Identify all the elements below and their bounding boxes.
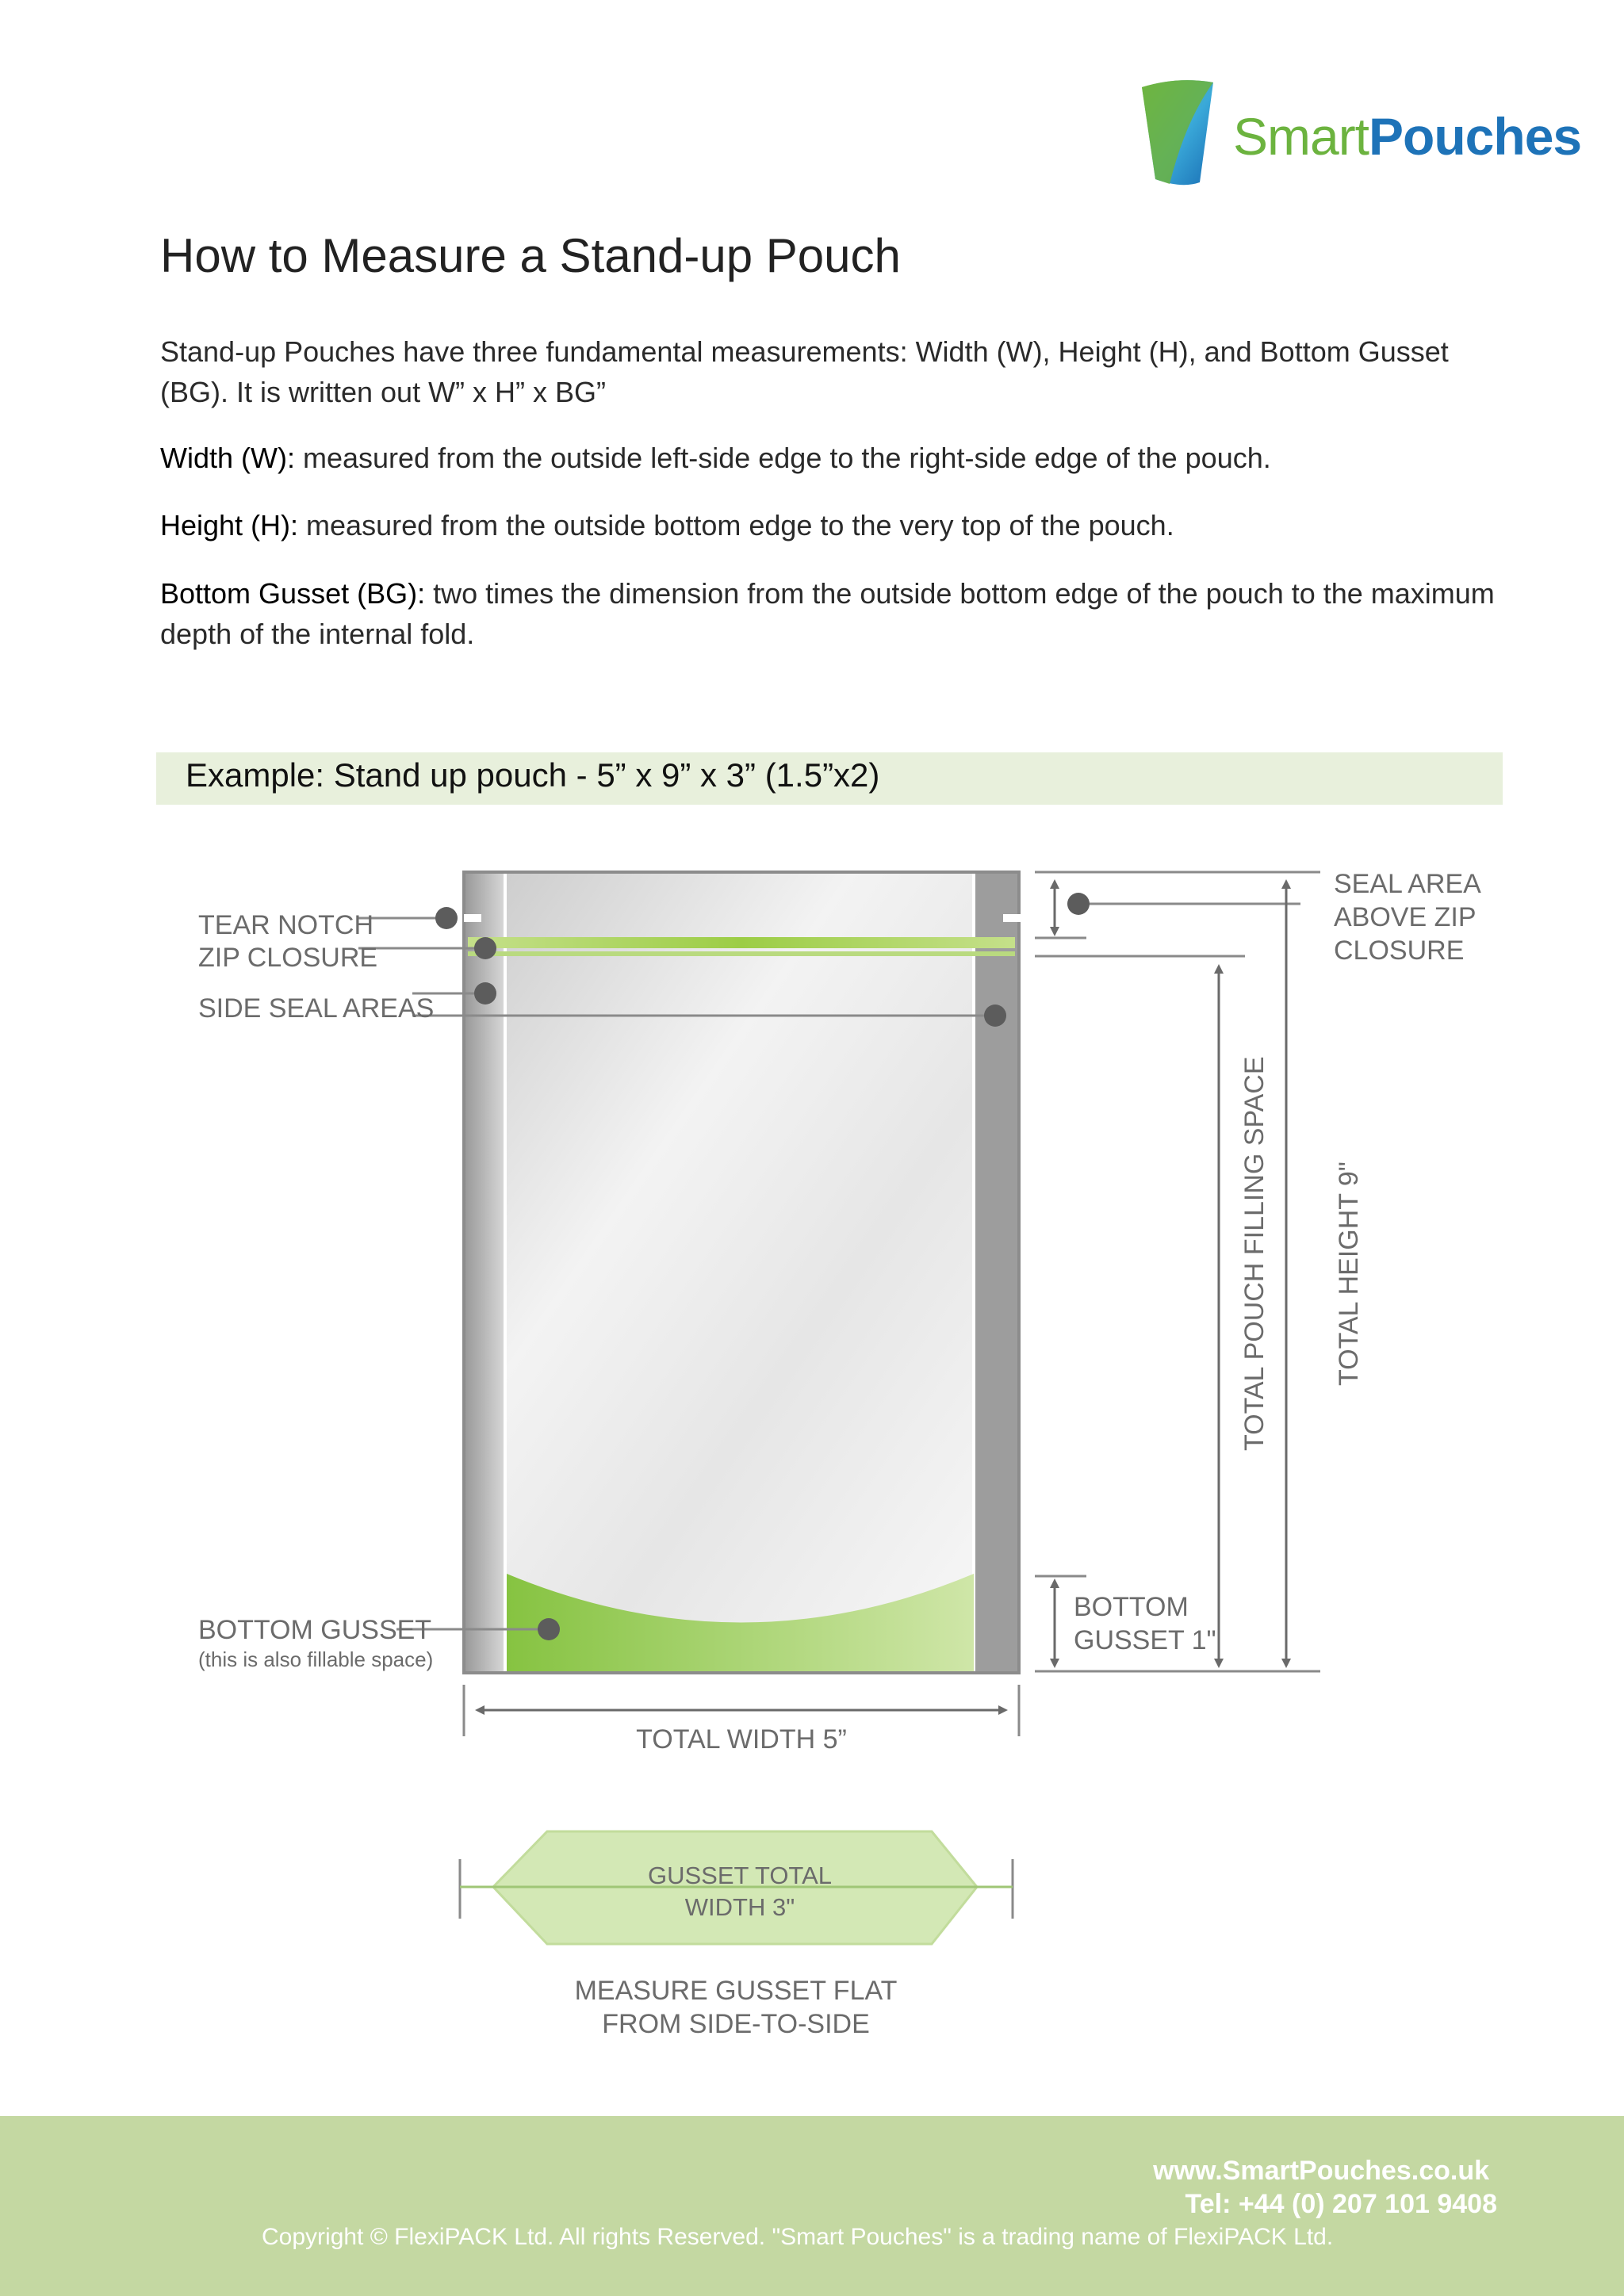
tear-notch-label: TEAR NOTCH [198,910,373,940]
zip-closure-label: ZIP CLOSURE [198,943,378,973]
height-term: Height (H): [160,509,299,541]
pouch-body [464,872,1021,1673]
bottom-gusset-note: (this is also fillable space) [198,1647,434,1671]
measure-flat-label-1: MEASURE GUSSET FLAT [574,1976,898,2006]
side-seal-dot-left [474,982,496,1004]
total-height-label: TOTAL HEIGHT 9" [1334,1161,1364,1386]
seal-area-label-3: CLOSURE [1334,936,1465,966]
zip-closure-strip [468,937,1015,948]
gusset-term: Bottom Gusset (BG): [160,577,426,610]
bottom-gusset-label: BOTTOM GUSSET [198,1615,432,1645]
footer [0,2116,1624,2296]
gusset-text: two times the dimension from the outside bottom edge of the pouch to the maximum depth of the internal fold. [160,577,1495,650]
tear-notch-dot [435,907,458,929]
copyright-text: Copyright © FlexiPACK Ltd. All rights Reserved. "Smart Pouches" is a trading name of FlexiPACK Ltd. [262,2224,1334,2250]
logo-pouches-text: Pouches [1369,107,1582,166]
bottom-gusset-dim-1: BOTTOM [1074,1592,1189,1622]
tear-notch-right [1003,914,1021,922]
width-text: measured from the outside left-side edge to the right-side edge of the pouch. [294,442,1271,474]
height-text: measured from the outside bottom edge to the very top of the pouch. [298,509,1174,541]
bottom-gusset-dot [538,1618,560,1640]
side-seal-label: SIDE SEAL AREAS [198,993,435,1024]
page-title: How to Measure a Stand-up Pouch [160,229,901,282]
phone-number: Tel: +44 (0) 207 101 9408 [1185,2189,1497,2219]
example-text: Example: Stand up pouch - 5” x 9” x 3” (1.5”x2) [186,756,880,794]
seal-area-label-1: SEAL AREA [1334,869,1481,899]
measure-flat-label-2: FROM SIDE-TO-SIDE [602,2009,870,2039]
zip-closure-dot [474,937,496,959]
tear-notch-left [464,914,481,922]
website-link[interactable]: www.SmartPouches.co.uk [1153,2156,1489,2186]
seal-area-label-2: ABOVE ZIP [1334,902,1477,932]
width-term: Width (W): [160,442,295,474]
seal-area-dot [1067,893,1090,915]
intro-paragraph: Stand-up Pouches have three fundamental measurements: Width (W), Height (H), and Bottom Gusset (BG). It is written out W” x H” x BG” [160,335,1449,408]
logo-smart-text: Smart [1233,107,1369,166]
filling-space-label: TOTAL POUCH FILLING SPACE [1239,1056,1270,1451]
gusset-total-label-2: WIDTH 3" [684,1893,795,1921]
bottom-gusset-dim-2: GUSSET 1" [1074,1625,1216,1655]
side-seal-dot-right [984,1004,1006,1027]
gusset-total-label-1: GUSSET TOTAL [647,1862,833,1889]
total-width-label: TOTAL WIDTH 5” [636,1724,847,1755]
